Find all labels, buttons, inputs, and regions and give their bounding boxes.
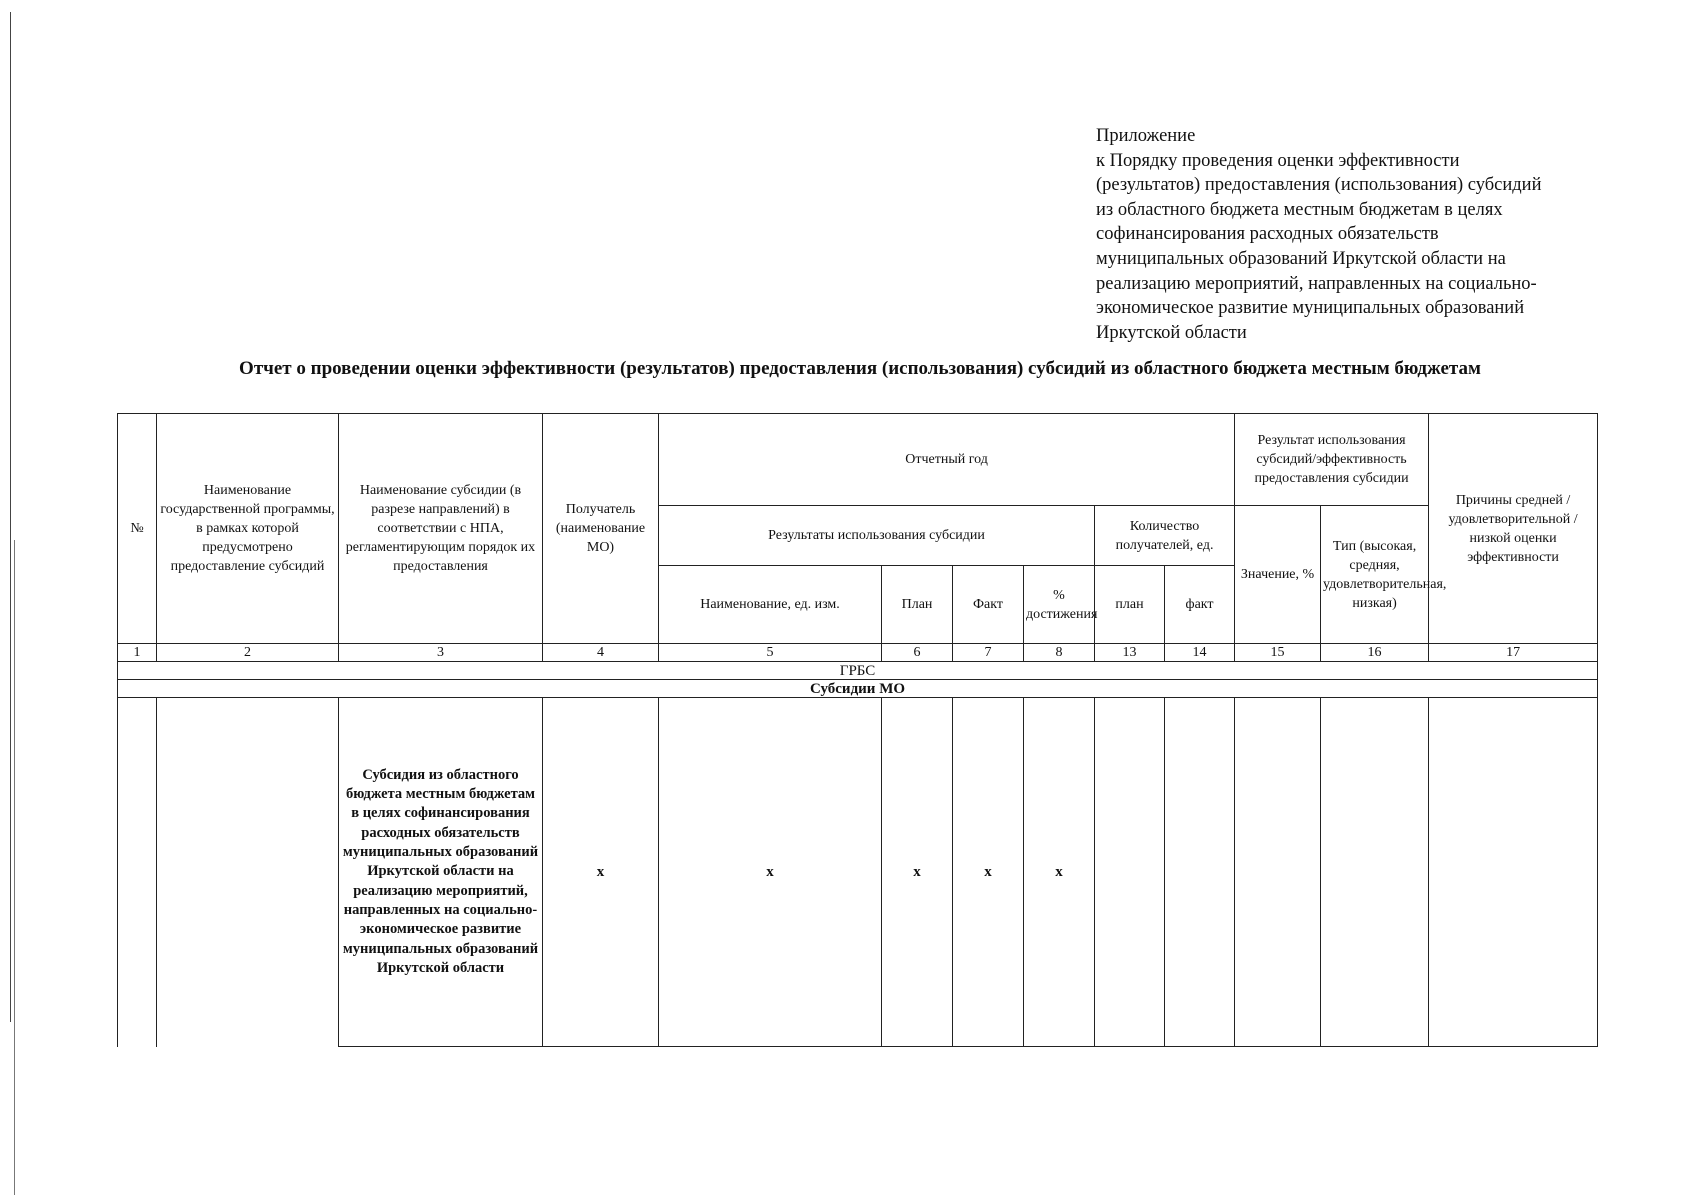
column-number: 14 <box>1165 644 1235 662</box>
header-fact-count: факт <box>1165 566 1235 644</box>
header-results: Результаты использования субсидии <box>659 506 1095 566</box>
column-number: 13 <box>1095 644 1165 662</box>
header-recipients-count: Количество получателей, ед. <box>1095 506 1235 566</box>
header-reporting-year: Отчетный год <box>659 414 1235 506</box>
header-no: № <box>118 414 157 644</box>
appendix-line: (результатов) предоставления (использования) субсидий <box>1096 175 1542 196</box>
cell-fact-count <box>1165 698 1235 1047</box>
cell-value-pct <box>1235 698 1321 1047</box>
column-number: 16 <box>1321 644 1429 662</box>
cell-pct: х <box>1024 698 1095 1047</box>
cell-plan: х <box>882 698 953 1047</box>
section-row-subsidies <box>118 680 1598 698</box>
cell-program <box>157 698 339 1047</box>
column-number: 8 <box>1024 644 1095 662</box>
column-number: 7 <box>953 644 1024 662</box>
header-fact: Факт <box>953 566 1024 644</box>
appendix-line: экономическое развитие муниципальных образований <box>1096 298 1525 319</box>
appendix-line: из областного бюджета местным бюджетам в целях <box>1096 199 1503 220</box>
column-number: 2 <box>157 644 339 662</box>
report-table <box>117 413 1598 1047</box>
column-number: 6 <box>882 644 953 662</box>
appendix-line: Иркутской области <box>1096 322 1247 343</box>
header-subsidy: Наименование субсидии (в разрезе направлений) в соответствии с НПА, регламентирующим порядок их предоставления <box>339 414 543 644</box>
header-row-1 <box>118 414 1598 506</box>
header-recipient: Получатель (наименование МО) <box>543 414 659 644</box>
column-number: 1 <box>118 644 157 662</box>
section-subsidies: Субсидии МО <box>118 680 1598 698</box>
column-number: 17 <box>1429 644 1598 662</box>
header-indicator-name: Наименование, ед. изм. <box>659 566 882 644</box>
section-row-grbs <box>118 662 1598 680</box>
header-program: Наименование государственной программы, в рамках которой предусмотрено предоставление субсидий <box>157 414 339 644</box>
scan-margin-line <box>14 540 15 1195</box>
scan-margin-line <box>10 12 11 1022</box>
appendix-block <box>1096 124 1596 345</box>
header-result-group: Результат использования субсидий/эффективность предоставления субсидии <box>1235 414 1429 506</box>
column-number: 15 <box>1235 644 1321 662</box>
cell-recipient: х <box>543 698 659 1047</box>
cell-fact: х <box>953 698 1024 1047</box>
appendix-line: муниципальных образований Иркутской области на <box>1096 248 1506 269</box>
cell-indicator-name: х <box>659 698 882 1047</box>
cell-type <box>1321 698 1429 1047</box>
header-plan: План <box>882 566 953 644</box>
appendix-line: реализацию мероприятий, направленных на социально- <box>1096 273 1537 294</box>
column-number: 3 <box>339 644 543 662</box>
appendix-line: софинансирования расходных обязательств <box>1096 224 1439 245</box>
column-number-row <box>118 644 1598 662</box>
header-reasons: Причины средней / удовлетворительной / низкой оценки эффективности <box>1429 414 1598 644</box>
header-pct: % достижения <box>1024 566 1095 644</box>
column-number: 4 <box>543 644 659 662</box>
header-value-pct: Значение, % <box>1235 506 1321 644</box>
cell-subsidy-name: Субсидия из областного бюджета местным бюджетам в целях софинансирования расходных обязательств муниципальных образований Иркутской области на реализацию мероприятий, направленных на социально-экономическое развитие муниципальных образований Иркутской области <box>339 698 543 1047</box>
report-title: Отчет о проведении оценки эффективности (результатов) предоставления (использования) субсидий из областного бюджета местным бюджетам <box>239 358 1481 379</box>
cell-plan-count <box>1095 698 1165 1047</box>
column-number: 5 <box>659 644 882 662</box>
header-plan-count: план <box>1095 566 1165 644</box>
appendix-line: Приложение <box>1096 126 1196 146</box>
cell-no <box>118 698 157 1047</box>
header-type: Тип (высокая, средняя, удовлетворительная, низкая) <box>1321 506 1429 644</box>
cell-reasons <box>1429 698 1598 1047</box>
table-row <box>118 698 1598 1047</box>
section-grbs: ГРБС <box>118 662 1598 680</box>
appendix-line: к Порядку проведения оценки эффективности <box>1096 150 1460 171</box>
